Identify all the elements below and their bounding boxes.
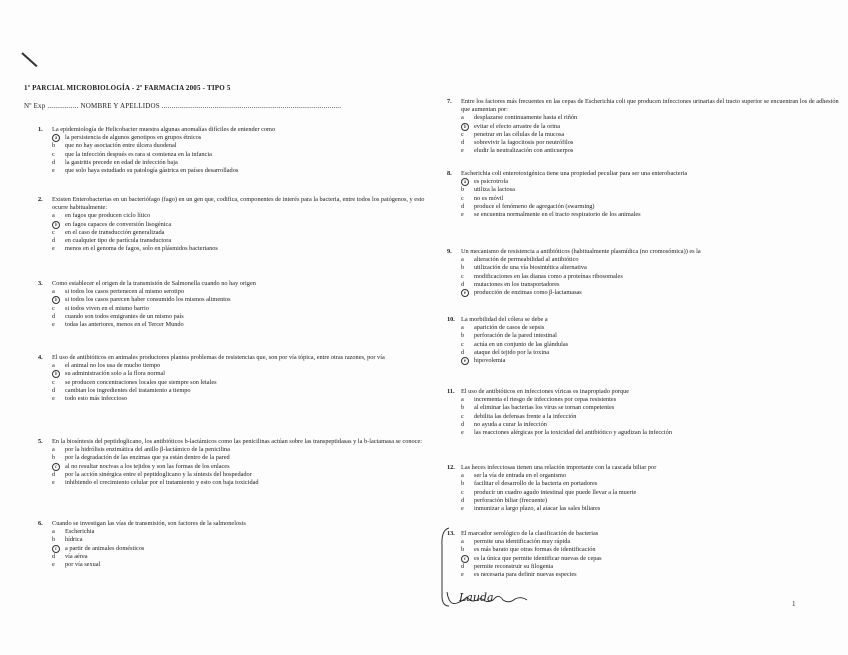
question-stem <box>38 126 433 134</box>
question-text: El marcador serológico de la clasificación de bacterias <box>461 530 599 537</box>
option-e[interactable] <box>52 395 433 403</box>
option-e[interactable] <box>461 147 842 155</box>
question-text: El uso de antibióticos en animales productores plantea problemas de resistencias que, son por vía tópica, entre otras razones, por vía <box>52 354 385 361</box>
option-c[interactable] <box>461 413 842 421</box>
option-letter: d <box>461 348 465 356</box>
question-number: 10. <box>447 316 455 323</box>
option-text: que la infección después es rara si comienza en la infancia <box>65 150 212 158</box>
option-text: se encuentra normalmente en el tracto respiratorio de los animales <box>474 211 641 219</box>
option-c[interactable] <box>52 305 433 313</box>
option-c[interactable] <box>461 195 842 203</box>
option-text: por la hidrólisis enzimática del anillo β-lactámico de la penicilina <box>65 446 230 454</box>
selected-option-letter: e <box>461 357 469 365</box>
option-letter: a <box>52 362 55 370</box>
option-letter: c <box>52 378 55 386</box>
option-list <box>52 362 433 403</box>
option-text: evitar el efecto arrastre de la orina <box>474 122 561 130</box>
question-5 <box>38 438 433 487</box>
question-number: 11. <box>447 388 455 395</box>
option-letter: c <box>461 272 464 280</box>
option-letter: d <box>52 552 56 560</box>
option-d[interactable] <box>461 563 842 571</box>
option-text: se producen concentraciones locales que siempre son letales <box>65 378 217 386</box>
corner-mark <box>21 52 37 67</box>
option-d[interactable] <box>52 159 433 167</box>
option-letter: b <box>461 480 465 488</box>
question-number: 4. <box>38 354 43 361</box>
option-c[interactable] <box>461 489 842 497</box>
question-text: Entre los factores más frecuentes en las cepas de Escherichia coli que producen infecciones urinarias del tracto superior se encuentran los de adhesión que aumentan por: <box>461 98 839 114</box>
option-list <box>461 178 842 219</box>
option-list <box>52 528 433 569</box>
option-letter: c <box>461 412 464 420</box>
option-list <box>461 472 842 513</box>
option-a[interactable] <box>461 114 842 122</box>
selected-option-letter: c <box>52 545 60 553</box>
option-letter: b <box>461 186 465 194</box>
option-letter: e <box>52 479 55 487</box>
question-12 <box>447 464 842 513</box>
option-letter: b <box>52 536 56 544</box>
option-a[interactable] <box>52 212 433 220</box>
option-b[interactable] <box>461 480 842 488</box>
option-letter: e <box>461 211 464 219</box>
question-10 <box>447 316 842 365</box>
option-text: por la degradación de las enzimas que ya están dentro de la pared <box>65 454 230 462</box>
option-letter: e <box>461 571 464 579</box>
question-text: Las heces infecciosas tienen una relación importante con la cascada biliar por <box>461 464 657 471</box>
option-letter: e <box>461 147 464 155</box>
option-text: inmunizar a largo plazo, al atacar las sales biliares <box>474 505 601 513</box>
option-letter: d <box>461 496 465 504</box>
option-text: perforación biliar (frecuente) <box>474 496 548 504</box>
option-text: desplazarse continuamente hasta el riñón <box>474 114 578 122</box>
option-letter: d <box>461 562 465 570</box>
option-text: debilita las defensas frente a la infección <box>474 412 577 420</box>
option-list <box>461 114 842 155</box>
option-letter: d <box>52 470 56 478</box>
option-d[interactable] <box>461 281 842 289</box>
option-b[interactable] <box>52 142 433 150</box>
option-b[interactable] <box>52 296 433 304</box>
option-text: si todos los casos parecen haber consumido los mismos alimentos <box>65 296 231 304</box>
question-number: 5. <box>38 438 43 445</box>
option-b[interactable] <box>461 404 842 412</box>
option-letter: d <box>461 280 465 288</box>
option-text: por la acción sinérgica entre el peptidoglicano y la síntesis del hospedador <box>65 470 252 478</box>
question-text: Existen Enterobacterias en un bacteriófago (fago) en un gen que, codifica, componentes de interés para la bacteria, entre todos los patógenos, y esto ocurre habitualmente: <box>52 196 425 212</box>
option-text: ataque del tejido por la toxina <box>474 348 550 356</box>
question-9 <box>447 248 842 297</box>
question-number: 6. <box>38 520 43 527</box>
option-text: eludir la neutralización con anticuerpos <box>474 147 574 155</box>
option-text: en fagos capaces de conversión lisogénica <box>65 220 172 228</box>
option-a[interactable] <box>52 362 433 370</box>
option-letter: a <box>461 114 464 122</box>
option-c[interactable] <box>461 555 842 563</box>
option-a[interactable] <box>461 538 842 546</box>
option-text: incrementa el riesgo de infecciones por cepas resistentes <box>474 396 617 404</box>
option-c[interactable] <box>461 273 842 281</box>
option-d[interactable] <box>461 421 842 429</box>
option-a[interactable] <box>461 324 842 332</box>
option-letter: e <box>461 429 464 437</box>
option-text: cambian los ingredientes del tratamiento a tiempo <box>65 386 191 394</box>
option-text: cuando son todos emigrantes de un mismo país <box>65 312 184 320</box>
option-a[interactable] <box>52 528 433 536</box>
option-text: inhibiendo el crecimiento celular por el tratamiento y esto con baja toxicidad <box>65 479 259 487</box>
option-a[interactable] <box>461 396 842 404</box>
option-letter: e <box>52 561 55 569</box>
selected-option-letter: a <box>461 178 469 186</box>
option-a[interactable] <box>461 178 842 186</box>
option-e[interactable] <box>461 357 842 365</box>
question-text: Como establecer el origen de la transmisión de Salmonella cuando no hay origen <box>52 280 256 287</box>
option-text: todo esto más infeccioso <box>65 395 128 403</box>
question-8 <box>447 170 842 219</box>
option-e[interactable] <box>461 211 842 219</box>
option-text: que solo haya estudiado su patología gástrica en países desarrollados <box>65 167 239 175</box>
option-e[interactable] <box>461 505 842 513</box>
question-1 <box>38 126 433 175</box>
option-list <box>461 396 842 437</box>
question-text: La morbilidad del cólera se debe a <box>461 316 548 323</box>
question-stem <box>447 464 842 472</box>
option-text: modificaciones en las dianas como a proteínas ribosomales <box>474 272 623 280</box>
option-text: facilitar el desarrollo de la bacteria en portadores <box>474 480 598 488</box>
option-a[interactable] <box>52 446 433 454</box>
question-text: En la biosíntesis del peptidoglicano, los antibióticos b-lactámicos como las penicilinas actúan sobre las transpeptidasas y la b-lactamasa se conoce: <box>52 438 423 445</box>
option-list <box>461 324 842 365</box>
question-4 <box>38 354 433 403</box>
question-number: 3. <box>38 280 43 287</box>
option-letter: d <box>52 158 56 166</box>
option-b[interactable] <box>52 221 433 229</box>
option-text: por vía sexual <box>65 561 101 569</box>
option-text: no ayuda a curar la infección <box>474 420 547 428</box>
option-text: aparición de casos de sepsis <box>474 324 545 332</box>
option-letter: d <box>461 139 465 147</box>
selected-option-letter: a <box>52 134 60 142</box>
option-text: al eliminar las bacterias los virus se tornan competentes <box>474 404 615 412</box>
option-letter: a <box>461 396 464 404</box>
question-text: El uso de antibióticos en infecciones víricas es inapropiado porque <box>461 388 630 395</box>
question-number: 8. <box>447 170 452 177</box>
question-stem <box>447 388 842 396</box>
option-list <box>461 256 842 297</box>
option-text: alteración de permeabilidad al antibiótico <box>474 256 579 264</box>
option-d[interactable] <box>52 313 433 321</box>
selected-option-letter: e <box>461 289 469 297</box>
selected-option-letter: c <box>461 555 469 563</box>
option-letter: a <box>52 288 55 296</box>
option-d[interactable] <box>461 349 842 357</box>
option-letter: c <box>52 150 55 158</box>
option-e[interactable] <box>52 561 433 569</box>
option-list <box>52 446 433 487</box>
option-text: utilización de una vía biosintética alternativa <box>474 264 587 272</box>
question-stem <box>38 354 433 362</box>
option-text: no es móvil <box>474 194 504 202</box>
svg-text:Lauda: Lauda <box>459 591 494 604</box>
option-b[interactable] <box>461 264 842 272</box>
option-letter: e <box>52 321 55 329</box>
option-text: actúa en un conjunto de las glándulas <box>474 340 569 348</box>
question-number: 12. <box>447 464 455 471</box>
question-number: 2. <box>38 196 43 203</box>
option-text: al no resultar nocivas a los tejidos y son las formas de los enlaces <box>65 462 230 470</box>
option-letter: a <box>461 472 464 480</box>
option-text: sobrevivir la fagocitosis por neutrófilos <box>474 139 574 147</box>
option-e[interactable] <box>461 571 842 579</box>
question-stem <box>447 530 842 538</box>
question-text: Escherichia coli enterotoxigénica tiene una propiedad peculiar para ser una enterobacteria <box>461 170 688 177</box>
question-number: 1. <box>38 126 43 133</box>
option-b[interactable] <box>461 546 842 554</box>
option-c[interactable] <box>461 131 842 139</box>
exam-header <box>24 84 424 110</box>
option-c[interactable] <box>52 545 433 553</box>
option-text: la gastritis precede en edad de infección baja <box>65 158 178 166</box>
option-text: utiliza la lactosa <box>474 186 515 194</box>
option-letter: b <box>461 546 465 554</box>
question-11 <box>447 388 842 437</box>
option-letter: b <box>461 404 465 412</box>
option-d[interactable] <box>461 203 842 211</box>
name-line: Nº Exp ................ NOMBRE Y APELLIDOS ............................................................................................ <box>24 102 342 110</box>
option-letter: a <box>52 528 55 536</box>
option-d[interactable] <box>52 237 433 245</box>
option-b[interactable] <box>461 123 842 131</box>
option-letter: d <box>52 237 56 245</box>
option-letter: c <box>52 228 55 236</box>
option-b[interactable] <box>52 454 433 462</box>
question-stem <box>38 520 433 528</box>
question-stem <box>447 98 842 114</box>
option-e[interactable] <box>52 479 433 487</box>
option-letter: c <box>461 194 464 202</box>
option-list <box>461 538 842 579</box>
option-letter: d <box>52 386 56 394</box>
option-c[interactable] <box>52 229 433 237</box>
option-letter: a <box>461 538 464 546</box>
option-a[interactable] <box>461 472 842 480</box>
option-b[interactable] <box>52 536 433 544</box>
question-text: La epidemiología de Helicobacter muestra algunas anomalías difíciles de entender como <box>52 126 276 133</box>
option-a[interactable] <box>52 288 433 296</box>
option-b[interactable] <box>461 332 842 340</box>
option-text: penetrar en las células de la mucosa <box>474 130 565 138</box>
option-text: producción de enzimas como β-lactamasas <box>474 289 582 297</box>
option-letter: e <box>52 245 55 253</box>
option-letter: b <box>461 264 465 272</box>
question-7 <box>447 98 842 155</box>
option-text: produce el fenómeno de agregación (swarming) <box>474 202 595 210</box>
option-letter: b <box>52 454 56 462</box>
option-letter: d <box>461 202 465 210</box>
option-text: hídrica <box>65 536 83 544</box>
option-a[interactable] <box>52 134 433 142</box>
option-c[interactable] <box>461 341 842 349</box>
option-d[interactable] <box>52 471 433 479</box>
question-text: Cuando se investigan las vías de transmisión, son factores de la salmonelosis <box>52 520 246 527</box>
option-text: en cualquier tipo de partícula transductora <box>65 237 172 245</box>
question-stem <box>447 316 842 324</box>
option-letter: c <box>461 488 464 496</box>
question-stem <box>447 170 842 178</box>
selected-option-letter: b <box>52 370 60 378</box>
option-text: es más barato que otras formas de identificación <box>474 546 596 554</box>
option-text: es necesaria para definir nuevas especies <box>474 571 577 579</box>
option-letter: d <box>52 312 56 320</box>
signature-icon <box>445 588 535 608</box>
option-e[interactable] <box>461 289 842 297</box>
page-number: 1 <box>792 600 796 608</box>
option-text: hipovolemia <box>474 357 506 365</box>
option-letter: e <box>52 167 55 175</box>
option-text: que no hay asociación entre úlcera duodenal <box>65 142 177 150</box>
option-letter: b <box>52 142 56 150</box>
option-text: si todos viven en el mismo barrio <box>65 304 149 312</box>
option-list <box>52 212 433 253</box>
option-d[interactable] <box>461 497 842 505</box>
option-text: las reacciones alérgicas por la toxicidad del antibiótico y agudizan la infección <box>474 429 672 437</box>
handwritten-signature <box>445 588 535 608</box>
option-letter: a <box>461 256 464 264</box>
option-d[interactable] <box>461 139 842 147</box>
option-a[interactable] <box>461 256 842 264</box>
option-e[interactable] <box>461 429 842 437</box>
selected-option-letter: b <box>461 123 469 131</box>
question-number: 13. <box>447 530 455 537</box>
option-text: a partir de animales domésticos <box>65 544 145 552</box>
option-text: en el caso de transducción generalizada <box>65 228 165 236</box>
selected-option-letter: b <box>52 296 60 304</box>
selected-option-letter: c <box>52 463 60 471</box>
option-letter: a <box>52 446 55 454</box>
option-text: perforación de la pared intestinal <box>474 332 557 340</box>
exam-title: 1º PARCIAL MICROBIOLOGÍA - 2º FARMACIA 2005 - TIPO 5 <box>24 84 231 92</box>
option-c[interactable] <box>52 151 433 159</box>
option-b[interactable] <box>52 370 433 378</box>
option-d[interactable] <box>52 387 433 395</box>
option-list <box>52 288 433 329</box>
option-d[interactable] <box>52 553 433 561</box>
question-number: 7. <box>447 98 452 105</box>
option-text: es la única que permite identificar nuevas de cepas <box>474 554 602 562</box>
option-list <box>52 134 433 175</box>
question-number: 9. <box>447 248 452 255</box>
option-e[interactable] <box>52 167 433 175</box>
option-letter: d <box>461 420 465 428</box>
option-text: producir un cuadro agudo intestinal que puede llevar a la muerte <box>474 488 637 496</box>
option-text: permite una identificación muy rápida <box>474 538 571 546</box>
option-letter: e <box>52 395 55 403</box>
option-text: si todos los casos pertenecen al mismo serotipo <box>65 288 185 296</box>
question-text: Un mecanismo de resistencia a antibióticos (habitualmente plasmídica (no cromosómica)) es la <box>461 248 701 255</box>
option-text: el animal no los usa de mucho tiempo <box>65 362 161 370</box>
option-text: ser la vía de entrada en el organismo <box>474 472 567 480</box>
question-stem <box>38 280 433 288</box>
question-stem <box>38 438 433 446</box>
option-letter: c <box>52 304 55 312</box>
question-6 <box>38 520 433 569</box>
option-letter: c <box>461 340 464 348</box>
option-text: Escherichia <box>65 528 95 536</box>
option-text: todas las anteriores, menos en el Tercer Mundo <box>65 321 184 329</box>
option-b[interactable] <box>461 186 842 194</box>
option-letter: c <box>461 130 464 138</box>
option-letter: b <box>461 332 465 340</box>
option-letter: a <box>461 324 464 332</box>
question-stem <box>38 196 433 212</box>
option-text: mutaciones en los transportadores <box>474 280 560 288</box>
option-c[interactable] <box>52 463 433 471</box>
option-e[interactable] <box>52 321 433 329</box>
selected-option-letter: b <box>52 221 60 229</box>
question-13 <box>447 530 842 579</box>
option-text: en fagos que producen ciclo lítico <box>65 212 151 220</box>
option-letter: a <box>52 212 55 220</box>
option-text: vía aérea <box>65 552 88 560</box>
question-3 <box>38 280 433 329</box>
option-text: es psicrotrofa <box>474 178 509 186</box>
option-letter: e <box>461 505 464 513</box>
option-text: permite reconstruir su filogenia <box>474 562 554 570</box>
option-c[interactable] <box>52 379 433 387</box>
option-text: la persistencia de algunos genotipos en grupos étnicos <box>65 134 202 142</box>
option-text: su administración solo a la flora normal <box>65 370 166 378</box>
option-text: menos en el genoma de fagos, solo en plásmidos bacterianos <box>65 245 218 253</box>
question-2 <box>38 196 433 253</box>
question-stem <box>447 248 842 256</box>
option-e[interactable] <box>52 245 433 253</box>
